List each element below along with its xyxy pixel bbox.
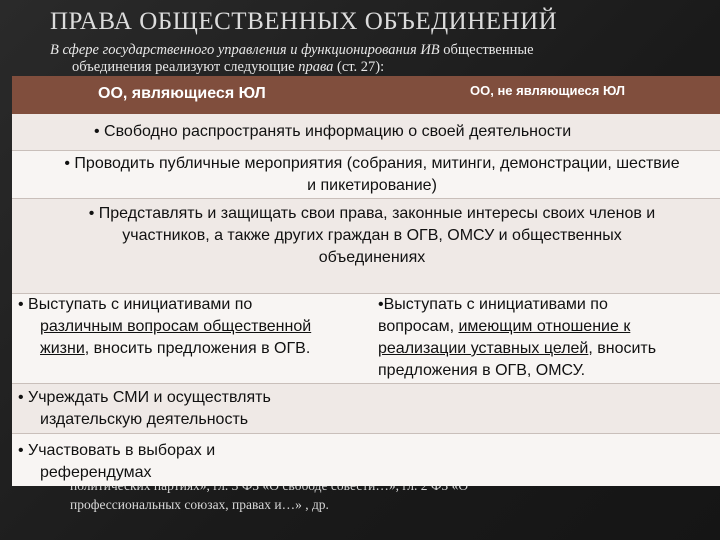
left-line-2-underlined: различным вопросам общественной (40, 318, 312, 335)
intro-line2 (50, 59, 690, 76)
right-line-3 (378, 338, 708, 360)
left-line-3 (18, 338, 358, 360)
row-text-left (18, 294, 358, 360)
row-text-line-2: референдумах (40, 464, 152, 481)
row-text: • Свободно распространять информацию о своей деятельности (94, 123, 572, 140)
row-text-line-1: • Учреждать СМИ и осуществлять (18, 389, 271, 406)
row-text-right (378, 294, 708, 382)
intro-rest: общественные (439, 42, 534, 58)
row-text-line-3: объединениях (318, 249, 426, 266)
table-row (12, 383, 720, 434)
table-row (12, 198, 720, 294)
right-line-3-rest: , вносить (588, 340, 657, 357)
right-line-3-underlined: реализации уставных целей (378, 340, 589, 357)
left-line-2 (18, 316, 358, 338)
table-header (12, 76, 720, 114)
intro-line2-b: (ст. 27): (333, 59, 385, 75)
table-row (12, 433, 720, 486)
right-line-1: •Выступать с инициативами по (378, 296, 608, 313)
row-text (52, 203, 692, 269)
row-text-line-1: • Представлять и защищать свои права, законные интересы своих членов и (88, 205, 656, 222)
footnote-line-2: профессиональных союзах, правах и…» , др. (70, 497, 329, 512)
table-row (12, 114, 720, 150)
row-text-line-2: и пикетирование) (307, 177, 437, 194)
intro-line2-a: объединения реализуют следующие (72, 59, 299, 75)
row-text-line-1: • Проводить публичные мероприятия (собрания, митинги, демонстрации, шествие (64, 155, 680, 172)
right-line-2-a: вопросам, (378, 318, 459, 335)
table-row (12, 293, 720, 384)
left-line-3-underlined: жизни (40, 340, 85, 357)
slide-title: ПРАВА ОБЩЕСТВЕННЫХ ОБЪЕДИНЕНИЙ (50, 8, 558, 35)
row-text (18, 387, 358, 431)
row-text-line-1: • Участвовать в выборах и (18, 442, 216, 459)
header-legal-entities: ОО, являющиеся ЮЛ (98, 85, 266, 102)
row-text (18, 440, 318, 484)
row-text-line-2: участников, а также других граждан в ОГВ, ОМСУ и общественных (122, 227, 622, 244)
row-text (12, 153, 720, 197)
left-line-3-rest: , вносить предложения в ОГВ. (84, 340, 311, 357)
row-text-line-2: издательскую деятельность (40, 411, 249, 428)
right-line-2-underlined: имеющим отношение к (458, 318, 631, 335)
intro-text (50, 42, 690, 76)
header-non-legal-entities: ОО, не являющиеся ЮЛ (470, 83, 625, 98)
right-line-4: предложения в ОГВ, ОМСУ. (378, 362, 586, 379)
intro-italic: В сфере государственного управления и функционирования ИВ (50, 42, 440, 58)
table-row (12, 150, 720, 199)
right-line-2 (378, 316, 708, 338)
left-line-1: • Выступать с инициативами по (18, 296, 253, 313)
intro-line2-italic: права (298, 59, 334, 75)
